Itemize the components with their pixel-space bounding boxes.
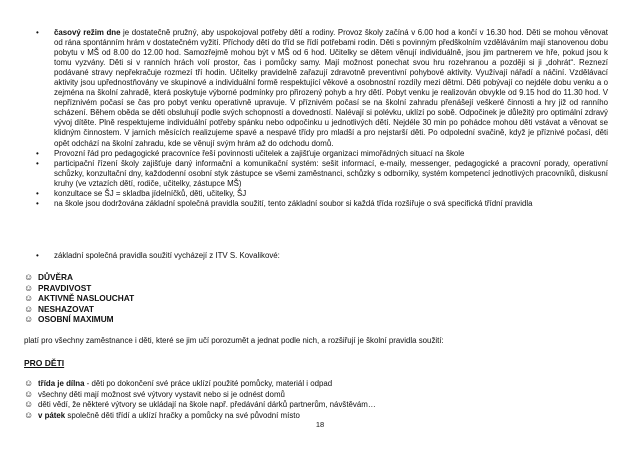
smiley-icon: ☺ [24,314,34,325]
smiley-icon: ☺ [24,303,34,314]
bullet-icon: • [36,198,39,208]
item-text: je dostatečně pružný, aby uspokojoval potřeby dětí a rodiny. Provoz školy začíná v 6.00 hod a končí v 16.30 hod. Děti se mohou věnovat od rána spontánním hrám v dostatečném vyžití. Příchody dětí do tříd se řídí potřebami rodin. Děti s povinným předškolním vzděláváním mají stanovenou dobu pobytu v MŠ od 8.00 do 12.00 hod. Samozřejmě mohou být v MŠ od 6 hod. Učitelky se dětem věnují individuálně, jsou jim partnerem ve hře, pokud jsou k tomu vyzvány. Děti si v ranních hrách volí prostor, čas i pomůcky samy. Mají možnost ponechat svou hru rozehranou a později si ji „dohrát“. Reznezí podávané stravy nepřekračuje rozmezí tří hodin. Učitelky pravidelně zařazují zdravotně preventivní pohybové aktivity. Využívají nářadí a náčiní. Vzdělávací aktivity jsou upřednostňovány ve skupinové a individuální formě respektující věkové a osobnostní rozdíly mezi dětmi. Děti pobývají co nejdéle dobu venku a o zejména na školní zahradě, která poskytuje výborné podmínky pro přirozený pohyb a hry dětí. Pobyt venku je realizován obvykle od 9.15 hod do 11.30 hod. V nepříznivém počasí se čas pro pobyt venku operativně upravuje. V příznivém počasí se na školní zahradu přenášejí veškeré činnosti a hry již od ranního scházení. Během oběda se děti obsluhují podle svých schopností a dovedností. Nalévají si polévku, uklízí po sobě. Odpočinek je důležitý pro optimální zdravý vývoj dítěte. Plně respektujeme individuální potřeby spánku nebo odpočinku u jednotlivých dětí. Nejdéle 30 min po pohádce mohou děti vstávat a věnovat se klidným činnostem. V jarních měsících realizujeme spavé a nespavé třídy pro mladší a pro nejstarší děti. Po odpolední svačině, když je příznivé počasí, děti opět odchází na školní zahradu, kde se věnují svým hrám až do odchodu domů. [54,28,608,148]
value-label: NESHAZOVAT [38,303,94,314]
item-bold-term: třída je dílna [38,379,85,388]
list-item [24,304,134,315]
smiley-icon: ☺ [24,399,34,410]
value-label: PRAVDIVOST [38,282,92,293]
item-text: - děti po dokončení své práce uklízí použité pomůcky, materiál i odpad [84,379,333,388]
item-text: na škole jsou dodržována základní společná pravidla soužití, tento základní soubor si každá třída rozšiřuje o svá specifická třídní pravidla [54,198,533,208]
bullet-icon: • [36,28,39,37]
list-item [32,199,608,209]
item-text: Provozní řád pro pedagogické pracovníce řeší povinnosti učitelek a zajišťuje organizaci mimořádných situací na škole [54,148,465,158]
values-list [24,272,134,325]
item-text: participační řízení školy zajišťuje daný informační a komunikační systém: sešit informací, e-maily, messenger, pedagogické a pracovní porady, operativní schůzky, konzultační dny, každodenní osobní styk zástupce se všemi zaměstnanci, schůzky s odborníky, systém kompetencí jednotlivých pracovníků, diskusní kruhy (ve vztazích dětí, rodiče, učitelky, zástupce MŠ) [54,158,608,188]
children-rules-list [24,378,376,420]
list-item [24,389,376,400]
bullet-icon: • [36,158,39,168]
list-item [24,378,376,389]
smiley-icon: ☺ [24,409,34,420]
smiley-icon: ☺ [24,282,34,293]
bullet-list-organization [32,28,608,209]
bullet-icon: • [36,148,39,158]
item-text: všechny děti mají možnost své výtvory vystavit nebo si je odnést domů [38,389,285,399]
list-item [32,28,608,149]
item-text: děti vědí, že některé výtvory se ukládají na škole např. předávání dárků partnerům, návštěvám… [38,400,376,410]
value-label: DŮVĚRA [38,272,74,282]
bullet-icon: • [36,188,39,198]
smiley-icon: ☺ [24,272,34,282]
item-text: základní společná pravidla soužití vycházejí z ITV S. Kovalikové: [54,251,280,260]
item-bold-term: časový režim dne [54,28,121,37]
item-text: společně děti třídí a uklízí hračky a pomůcky na své původní místo [65,410,300,420]
page-number: 18 [315,420,325,429]
bullet-icon: • [36,251,39,260]
item-text: konzultace se ŠJ = skladba jídelníčků, děti, učitelky, ŠJ [54,188,247,198]
list-item [24,272,134,283]
list-item [24,314,134,325]
value-label: OSOBNÍ MAXIMUM [38,314,114,325]
section-heading: PRO DĚTI [24,358,65,368]
smiley-icon: ☺ [24,388,34,399]
value-label: AKTIVNĚ NASLOUCHAT [38,293,135,304]
list-item [32,189,608,199]
list-item [32,159,608,189]
list-item [24,410,376,421]
list-item [24,293,134,304]
rules-paragraph: platí pro všechny zaměstnance i děti, které se jim učí porozumět a jednat podle nich, a rozšiřují je školní pravidla soužití: [24,336,444,345]
bullet-list-rules-intro [32,251,608,261]
item-bold-term: v pátek [38,410,66,420]
list-item [24,399,376,410]
smiley-icon: ☺ [24,378,34,388]
smiley-icon: ☺ [24,293,34,304]
list-item [32,149,608,159]
list-item [32,251,608,261]
list-item [24,283,134,294]
